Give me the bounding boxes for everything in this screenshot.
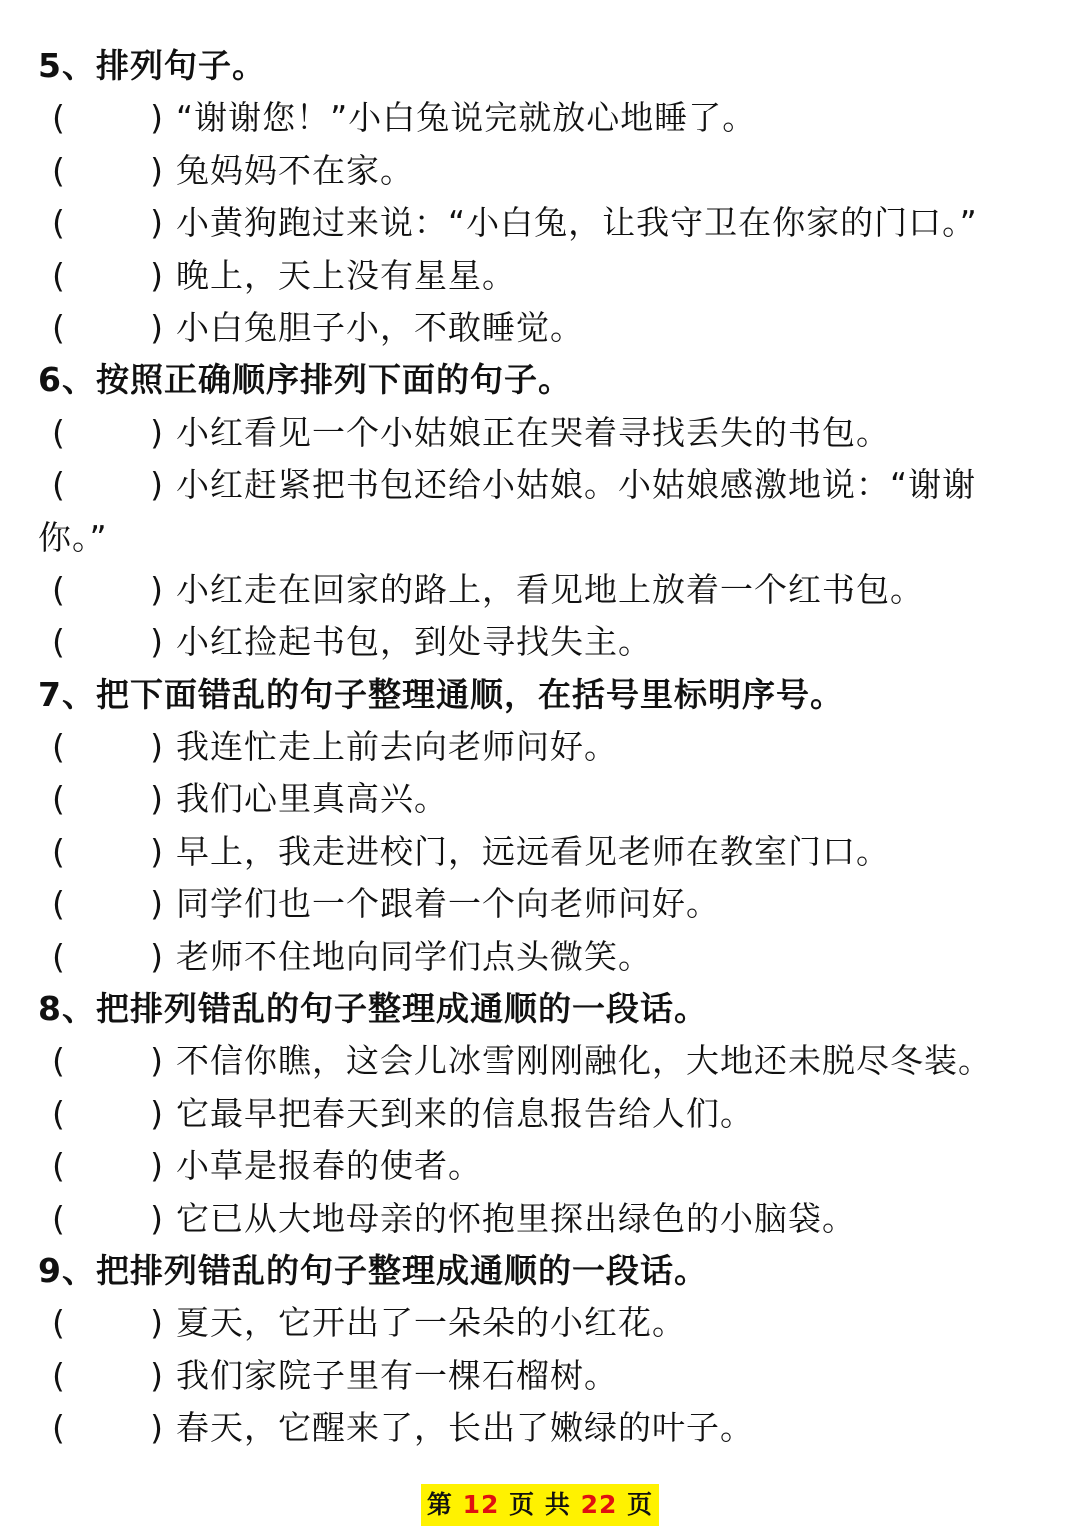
sentence-text: 小红赶紧把书包还给小姑娘。小姑娘感激地说：“谢谢 — [176, 465, 977, 505]
sentence-text: 小红捡起书包，到处寻找失主。 — [176, 622, 652, 662]
answer-item — [38, 92, 1048, 144]
answer-blank[interactable]: ( ) — [52, 622, 164, 662]
answer-blank[interactable]: ( ) — [52, 1146, 164, 1186]
answer-item — [38, 459, 1048, 511]
total-page-number: 22 — [580, 1490, 618, 1519]
answer-blank[interactable]: ( ) — [52, 1041, 164, 1081]
sentence-text: 我们心里真高兴。 — [176, 779, 448, 819]
answer-item — [38, 564, 1048, 616]
answer-item — [38, 250, 1048, 302]
answer-blank[interactable]: ( ) — [52, 203, 164, 243]
sentence-text: 小黄狗跑过来说：“小白兔，让我守卫在你家的门口。” — [176, 203, 978, 243]
answer-item — [38, 616, 1048, 668]
sentence-text: “谢谢您！”小白兔说完就放心地睡了。 — [176, 98, 757, 138]
answer-blank[interactable]: ( ) — [52, 831, 164, 871]
answer-item — [38, 1350, 1048, 1402]
section-8-heading: 8、把排列错乱的句子整理成通顺的一段话。 — [38, 989, 708, 1029]
sentence-text: 早上，我走进校门，远远看见老师在教室门口。 — [176, 831, 890, 871]
sentence-text: 不信你瞧，这会儿冰雪刚刚融化，大地还未脱尽冬装。 — [176, 1041, 992, 1081]
sentence-text: 兔妈妈不在家。 — [176, 150, 414, 190]
answer-item — [38, 145, 1048, 197]
answer-blank[interactable]: ( ) — [52, 884, 164, 924]
answer-blank[interactable]: ( ) — [52, 150, 164, 190]
sentence-text: 春天，它醒来了，长出了嫩绿的叶子。 — [176, 1408, 754, 1448]
answer-blank[interactable]: ( ) — [52, 255, 164, 295]
sentence-text: 小白兔胆子小，不敢睡觉。 — [176, 307, 584, 347]
sentence-text: 我连忙走上前去向老师问好。 — [176, 727, 618, 767]
answer-blank[interactable]: ( ) — [52, 1093, 164, 1133]
sentence-text: 它已从大地母亲的怀抱里探出绿色的小脑袋。 — [176, 1198, 856, 1238]
sentence-continuation: 你。” — [38, 517, 108, 557]
answer-item — [38, 1402, 1048, 1454]
answer-blank[interactable]: ( ) — [52, 936, 164, 976]
answer-blank[interactable]: ( ) — [52, 727, 164, 767]
answer-blank[interactable]: ( ) — [52, 779, 164, 819]
section-5-heading: 5、排列句子。 — [38, 46, 266, 85]
answer-blank[interactable]: ( ) — [52, 412, 164, 452]
sentence-text: 夏天，它开出了一朵朵的小红花。 — [176, 1303, 686, 1343]
answer-blank[interactable]: ( ) — [52, 465, 164, 505]
answer-item — [38, 1035, 1048, 1087]
sentence-text: 小草是报春的使者。 — [176, 1146, 482, 1186]
answer-item — [38, 1140, 1048, 1192]
sentence-text: 它最早把春天到来的信息报告给人们。 — [176, 1093, 754, 1133]
answer-item — [38, 826, 1048, 878]
answer-item — [38, 197, 1048, 249]
answer-blank[interactable]: ( ) — [52, 98, 164, 138]
answer-item — [38, 931, 1048, 983]
answer-item — [38, 721, 1048, 773]
answer-blank[interactable]: ( ) — [52, 1408, 164, 1448]
sentence-text: 我们家院子里有一棵石榴树。 — [176, 1355, 618, 1395]
section-9-heading: 9、把排列错乱的句子整理成通顺的一段话。 — [38, 1250, 708, 1290]
answer-blank[interactable]: ( ) — [52, 569, 164, 609]
answer-item — [38, 1088, 1048, 1140]
footer-middle: 页 共 — [509, 1490, 571, 1519]
sentence-text: 小红走在回家的路上，看见地上放着一个红书包。 — [176, 569, 924, 609]
sentence-text: 老师不住地向同学们点头微笑。 — [176, 936, 652, 976]
section-6-heading: 6、按照正确顺序排列下面的句子。 — [38, 360, 572, 400]
answer-blank[interactable]: ( ) — [52, 1198, 164, 1238]
footer-prefix: 第 — [426, 1490, 453, 1519]
current-page-number: 12 — [462, 1490, 500, 1519]
answer-item — [38, 407, 1048, 459]
sentence-text: 同学们也一个跟着一个向老师问好。 — [176, 884, 720, 924]
worksheet-content — [38, 40, 1048, 1455]
answer-blank[interactable]: ( ) — [52, 1355, 164, 1395]
answer-item — [38, 302, 1048, 354]
sentence-text: 小红看见一个小姑娘正在哭着寻找丢失的书包。 — [176, 412, 890, 452]
answer-item — [38, 1297, 1048, 1349]
answer-item — [38, 1193, 1048, 1245]
answer-item — [38, 773, 1048, 825]
answer-item — [38, 878, 1048, 930]
sentence-text: 晚上，天上没有星星。 — [176, 255, 516, 295]
answer-blank[interactable]: ( ) — [52, 1303, 164, 1343]
answer-blank[interactable]: ( ) — [52, 307, 164, 347]
page-footer — [0, 1484, 1080, 1526]
page-number-indicator — [421, 1484, 659, 1526]
section-7-heading: 7、把下面错乱的句子整理通顺，在括号里标明序号。 — [38, 674, 844, 714]
footer-suffix: 页 — [627, 1490, 654, 1519]
